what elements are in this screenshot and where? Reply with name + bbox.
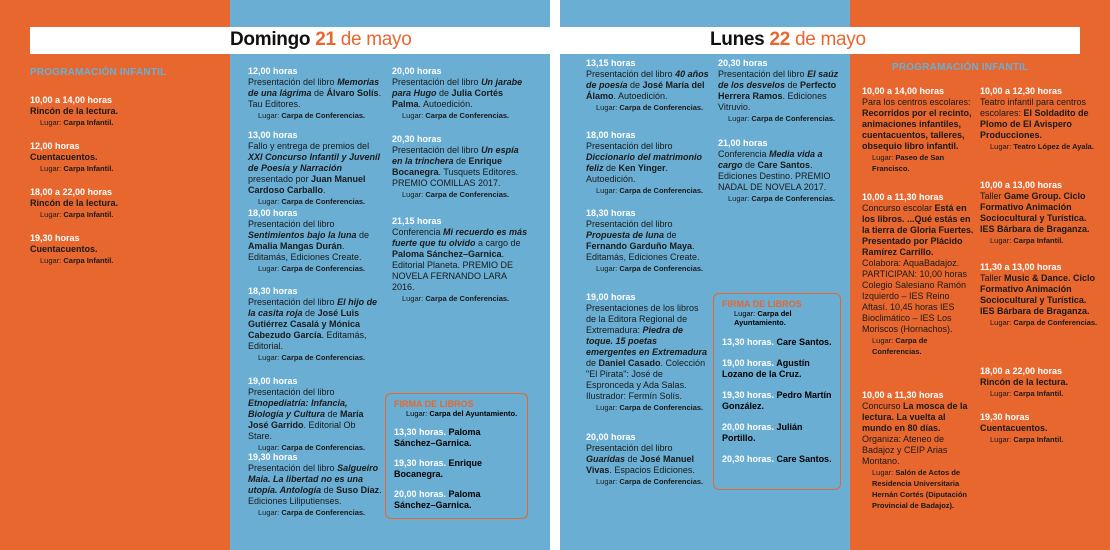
- location-name: Carpa de Conferencias.: [619, 403, 704, 412]
- event-time: 20,00 horas: [392, 66, 442, 76]
- event-description: [980, 423, 1102, 434]
- event-work-title: Salgueiro Maia. La libertad no es una utopía. Antología: [248, 463, 379, 495]
- location-name: Carpa Infantil.: [63, 210, 114, 219]
- firma-row: [394, 427, 519, 449]
- firma-row: [394, 489, 519, 511]
- section-heading-infantil-lunes: PROGRAMACIÓN INFANTIL: [892, 62, 1029, 73]
- event-location: Lugar: Carpa de Conferencias.: [402, 294, 510, 303]
- event-location: Lugar: Carpa de Conferencias.: [728, 194, 836, 203]
- location-name: Salón de Actos de Residencia Universitaria Hernán Cortés (Diputación Provincial de Badajoz).: [872, 468, 968, 510]
- event-description: Presentación del libro Guaridas de José Manuel Vivas. Espacios Ediciones.: [586, 443, 695, 475]
- event-item: [980, 262, 1102, 328]
- location-name: Carpa del Ayuntamiento.: [429, 409, 518, 418]
- event-item: [30, 95, 220, 128]
- event-time: 18,00 a 22,00 horas: [980, 366, 1063, 376]
- event-title: Game Group. Ciclo Formativo Animación Sociocultural y Turística. IES Bárbara de Braganza.: [980, 191, 1090, 234]
- event-item: [248, 208, 382, 274]
- event-time: 10,00 a 11,30 horas: [862, 192, 944, 202]
- event-location: Lugar: Carpa de Conferencias.: [258, 508, 366, 517]
- event-title: Rincón de la lectura.: [30, 198, 119, 208]
- event-description: Presentación del libro Un jarabe para Hugo de Julia Cortés Palma. Autoedición.: [392, 77, 523, 109]
- event-description: Presentación del libro Memorias de una lágrima de Álvaro Solís. Tau Editores.: [248, 77, 382, 109]
- firma-author: Agustín Lozano de la Cruz.: [722, 358, 810, 379]
- firma-time: 20,00 horas.: [722, 422, 777, 432]
- event-location: Lugar: Carpa Infantil.: [990, 389, 1064, 398]
- firma-author: Enrique Bocanegra.: [394, 458, 483, 479]
- event-location: Lugar: Carpa Infantil.: [40, 256, 114, 265]
- event-work-title: Etnopediatría: Infancia, Biología y Cultura: [248, 398, 348, 419]
- event-description: Para los centros escolares: Recorridos por el recinto, animaciones infantiles, cuentacuentos, talleres, obsequio libro infantil.: [862, 97, 972, 151]
- event-location: Lugar: Carpa Infantil.: [40, 210, 114, 219]
- firma-time: 19,30 horas.: [722, 390, 777, 400]
- location-name: Carpa de Conferencias.: [281, 264, 366, 273]
- location-name: Teatro López de Ayala.: [1013, 142, 1094, 151]
- event-extra: Colabora: AquaBadajoz. PARTICIPAN: 10,00 horas Colegio Salesiano Ramón Izquierdo – IES Reino Aftasí. 10,45 horas IES Bioclimático – IES Los Moriscos (Hornachos).: [862, 258, 968, 334]
- col-infantil-domingo: [0, 0, 230, 550]
- event-time: 13,15 horas: [586, 58, 636, 68]
- firma-row: [394, 458, 519, 480]
- firma-time: 20,30 horas.: [722, 454, 777, 464]
- firma-row: [722, 390, 832, 412]
- event-item: [586, 292, 710, 413]
- event-author: Julia Cortés Palma: [392, 88, 504, 109]
- firma-box: [385, 393, 528, 519]
- event-work-title: XXI Concurso Infantil y Juvenil de Poesía y Narración: [248, 152, 381, 173]
- event-author: Ken Yinger: [618, 163, 666, 173]
- event-description: Fallo y entrega de premios del XXI Concurso Infantil y Juvenil de Poesía y Narración presentado por Juan Manuel Cardoso Carballo.: [248, 141, 381, 195]
- event-time: 18,00 horas: [586, 130, 636, 140]
- day-title-domingo: Domingo 21 de mayo: [230, 29, 412, 50]
- location-name: Carpa de Conferencias.: [281, 443, 366, 452]
- event-title: Recorridos por el recinto, animaciones infantiles, cuentacuentos, talleres, obsequio libro infantil.: [862, 108, 972, 151]
- event-description: Taller Music & Dance. Ciclo Formativo Animación Sociocultural y Turística. IES Bárbara de Braganza.: [980, 273, 1096, 316]
- event-work-title: Sentimientos bajo la luna: [248, 230, 357, 240]
- location-name: Paseo de San Francisco.: [872, 153, 945, 173]
- location-name: Carpa de Conferencias.: [425, 190, 510, 199]
- event-location: Lugar: Carpa de Conferencias.: [596, 477, 704, 486]
- event-time: 20,00 horas: [586, 432, 636, 442]
- firma-author: Julián Portillo.: [722, 422, 803, 443]
- event-time: 21,15 horas: [392, 216, 442, 226]
- location-name: Carpa de Conferencias.: [281, 197, 366, 206]
- event-item: [586, 208, 710, 274]
- event-time: 10,00 a 11,30 horas: [862, 390, 944, 400]
- firma-row: [722, 454, 832, 465]
- firma-author: Paloma Sánchez–Garnica.: [394, 489, 481, 510]
- event-location: Lugar: Carpa de Conferencias.: [258, 111, 366, 120]
- location-name: Carpa de Conferencias.: [425, 294, 510, 303]
- event-description: Presentación del libro 40 años de poesía de José María del Álamo. Autoedición.: [586, 69, 709, 101]
- event-time: 18,30 horas: [586, 208, 636, 218]
- fold-gap: [550, 0, 560, 550]
- event-item: [248, 452, 382, 518]
- event-description: Conferencia Media vida a cargo de Care Santos. Ediciones Destino. PREMIO NADAL DE NOVELA 2017.: [718, 149, 831, 192]
- event-item: [586, 58, 710, 113]
- location-name: Carpa de Conferencias.: [619, 103, 704, 112]
- event-item: [862, 192, 974, 357]
- event-time: 20,30 horas: [392, 134, 442, 144]
- event-item: [248, 66, 382, 121]
- event-location: Lugar: Carpa de Conferencias.: [872, 336, 928, 356]
- location-name: Carpa de Conferencias.: [872, 336, 928, 356]
- event-item: [30, 233, 220, 266]
- event-title: Music & Dance. Ciclo Formativo Animación Sociocultural y Turística. IES Bárbara de Braganza.: [980, 273, 1096, 316]
- event-location: Lugar: Carpa de Conferencias.: [596, 403, 704, 412]
- event-description: Presentación del libro El hijo de la casita roja de José Luis Gutiérrez Casalá y Mónica Cabezudo García. Editamás, Editorial.: [248, 297, 378, 351]
- firma-location: Lugar: Carpa del Ayuntamiento.: [734, 309, 792, 327]
- event-description: Presentación del libro Propuesta de luna de Fernando Garduño Maya. Editamás, Ediciones Create.: [586, 219, 700, 262]
- firma-author: Paloma Sánchez–Garnica.: [394, 427, 481, 448]
- event-location: Lugar: Teatro López de Ayala.: [990, 142, 1094, 151]
- firma-row: [722, 337, 832, 348]
- event-title: Cuentacuentos.: [30, 244, 98, 254]
- firma-time: 13,30 horas.: [394, 427, 449, 437]
- section-heading-infantil: PROGRAMACIÓN INFANTIL: [30, 67, 167, 78]
- event-work-title: Media vida a cargo: [718, 149, 823, 170]
- event-time: 13,00 horas: [248, 130, 298, 140]
- event-title: Cuentacuentos.: [30, 152, 98, 162]
- event-author: José María del Álamo: [586, 80, 705, 101]
- event-time: 12,00 horas: [248, 66, 298, 76]
- event-work-title: Memorias de una lágrima: [248, 77, 380, 98]
- event-description: Presentación del libro Sentimientos bajo la luna de Amalia Mangas Durán. Editamás, Ediciones Create.: [248, 219, 370, 262]
- col-infantil-lunes: [850, 0, 1110, 550]
- event-author: Care Santos: [757, 160, 811, 170]
- event-description: Presentaciones de los libros de la Editora Regional de Extremadura: Piedra de toque. 15 poetas emergentes en Extremadura de Daniel Casado. Colección "El Pirata": José de Espronceda y Ada Salas. Ilustrador: Fermín Solís.: [586, 303, 708, 401]
- location-name: Carpa Infantil.: [63, 256, 114, 265]
- event-author: Enrique Bocanegra: [392, 156, 503, 177]
- firma-location: Lugar: Carpa del Ayuntamiento.: [406, 409, 518, 418]
- location-name: Carpa del Ayuntamiento.: [734, 309, 792, 327]
- firma-title: FIRMA DE LIBROS: [722, 299, 802, 309]
- event-item: [862, 390, 974, 511]
- event-time: 18,30 horas: [248, 286, 298, 296]
- event-time: 20,30 horas: [718, 58, 768, 68]
- event-item: [248, 376, 382, 453]
- event-item: [862, 86, 974, 174]
- firma-time: 20,00 horas.: [394, 489, 449, 499]
- event-description: Taller Game Group. Ciclo Formativo Animación Sociocultural y Turística. IES Bárbara de Braganza.: [980, 191, 1090, 234]
- event-item: [980, 412, 1102, 445]
- event-title: Rincón de la lectura.: [980, 377, 1069, 387]
- event-location: Lugar: Carpa de Conferencias.: [402, 111, 510, 120]
- event-work-title: 40 años de poesía: [586, 69, 709, 90]
- location-name: Carpa de Conferencias.: [425, 111, 510, 120]
- event-description: Presentación del libro Un espía en la trinchera de Enrique Bocanegra. Tusquets Editores. PREMIO COMILLAS 2017.: [392, 145, 519, 188]
- firma-time: 19,30 horas.: [394, 458, 449, 468]
- event-description: [980, 377, 1102, 388]
- event-time: 10,00 a 14,00 horas: [862, 86, 945, 96]
- event-author: José Luis Gutiérrez Casalá y Mónica Cabezudo García: [248, 308, 361, 340]
- event-location: Lugar: Carpa Infantil.: [990, 435, 1064, 444]
- location-name: Carpa Infantil.: [63, 164, 114, 173]
- event-description: Conferencia Mi recuerdo es más fuerte que tu olvido a cargo de Paloma Sánchez–Garnica. Editorial Planeta. PREMIO DE NOVELA FERNANDO LARA 2016.: [392, 227, 528, 292]
- col-adultos-lunes: [560, 0, 850, 550]
- event-time: 19,00 horas: [248, 376, 298, 386]
- event-item: [248, 130, 382, 207]
- firma-row: [722, 422, 832, 444]
- event-work-title: Guaridas: [586, 454, 626, 464]
- event-time: 12,00 horas: [30, 141, 80, 151]
- event-author: Álvaro Solís: [326, 88, 379, 98]
- event-location: Lugar: Carpa Infantil.: [990, 236, 1064, 245]
- event-work-title: Un jarabe para Hugo: [392, 77, 523, 98]
- event-time: 18,00 a 22,00 horas: [30, 187, 113, 197]
- event-item: [30, 187, 220, 220]
- location-name: Carpa de Conferencias.: [751, 114, 836, 123]
- event-location: Lugar: Carpa de Conferencias.: [258, 353, 366, 362]
- firma-box: [713, 293, 841, 490]
- event-author: María José Garrido: [248, 409, 364, 430]
- event-time: 19,30 horas: [980, 412, 1030, 422]
- event-item: [980, 366, 1102, 399]
- event-title: Está en los libros. ...Qué estás en la tierra de Gloria Fuertes. Presentado por Plácido Ramírez Carrillo.: [862, 203, 974, 257]
- event-work-title: Propuesta de luna: [586, 230, 665, 240]
- event-title: Rincón de la lectura.: [30, 106, 119, 116]
- event-description: Teatro infantil para centros escolares: El Soldadito de Plomo de El Avispero Producciones.: [980, 97, 1089, 140]
- event-item: [586, 130, 710, 196]
- location-name: Carpa de Conferencias.: [619, 186, 704, 195]
- event-time: 19,00 horas: [586, 292, 636, 302]
- event-author: José Manuel Vivas: [586, 454, 695, 475]
- event-location: Lugar: Carpa de Conferencias.: [402, 190, 510, 199]
- col-adultos-domingo: [230, 0, 550, 550]
- event-description: Presentación del libro Etnopediatría: Infancia, Biología y Cultura de María José Garrido. Editorial Ob Stare.: [248, 387, 364, 441]
- event-location: Lugar: Salón de Actos de Residencia Universitaria Hernán Cortés (Diputación Provincial de Badajoz).: [872, 468, 968, 510]
- event-description: Presentación del libro Salgueiro Maia. La libertad no es una utopía. Antología de Suso Díaz. Ediciones Liliputienses.: [248, 463, 382, 506]
- event-author: Perfecto Herrera Ramos: [718, 80, 837, 101]
- event-time: 10,00 a 14,00 horas: [30, 95, 113, 105]
- location-name: Carpa Infantil.: [1013, 236, 1064, 245]
- event-item: [586, 432, 710, 487]
- event-description: Presentación del libro Diccionario del matrimonio feliz de Ken Yinger. Autoedición.: [586, 141, 703, 184]
- event-title: La mosca de la lectura. La vuelta al mundo en 80 días.: [862, 401, 968, 433]
- event-work-title: El hijo de la casita roja: [248, 297, 378, 318]
- event-title: El Soldadito de Plomo de El Avispero Producciones.: [980, 108, 1089, 140]
- event-title: Cuentacuentos.: [980, 423, 1048, 433]
- location-name: Carpa Infantil.: [1013, 389, 1064, 398]
- event-author: Daniel Casado: [598, 358, 661, 368]
- event-location: Lugar: Carpa de Conferencias.: [596, 103, 704, 112]
- event-time: 10,00 a 12,30 horas: [980, 86, 1063, 96]
- event-location: Lugar: Carpa de Conferencias.: [258, 197, 366, 206]
- event-work-title: Un espía en la trinchera: [392, 145, 519, 166]
- location-name: Carpa Infantil.: [1013, 435, 1064, 444]
- event-item: [30, 141, 220, 174]
- event-time: 19,30 horas: [248, 452, 298, 462]
- event-time: 19,30 horas: [30, 233, 80, 243]
- event-item: [248, 286, 382, 363]
- event-work-title: Diccionario del matrimonio feliz: [586, 152, 703, 173]
- event-item: [392, 66, 530, 121]
- firma-author: Care Santos.: [776, 337, 832, 347]
- event-item: [980, 86, 1102, 152]
- event-item: [392, 216, 530, 304]
- event-author: Fernando Garduño Maya: [586, 241, 693, 251]
- event-location: Lugar: Carpa de Conferencias.: [990, 318, 1098, 327]
- event-item: [718, 58, 842, 124]
- event-author: Suso Díaz: [336, 485, 380, 495]
- event-location: Lugar: Paseo de San Francisco.: [872, 153, 945, 173]
- event-description: Concurso escolar Está en los libros. ...Qué estás en la tierra de Gloria Fuertes. Presentado por Plácido Ramírez Carrillo.: [862, 203, 974, 257]
- event-location: Lugar: Carpa Infantil.: [40, 164, 114, 173]
- event-author: Juan Manuel Cardoso Carballo: [248, 174, 366, 195]
- event-time: 18,00 horas: [248, 208, 298, 218]
- location-name: Carpa de Conferencias.: [619, 477, 704, 486]
- event-description: Presentación del libro El saúz de los desvelos de Perfecto Herrera Ramos. Ediciones Vitruvio.: [718, 69, 839, 112]
- location-name: Carpa de Conferencias.: [281, 111, 366, 120]
- event-item: [718, 138, 842, 204]
- location-name: Carpa de Conferencias.: [281, 508, 366, 517]
- event-author: Amalia Mangas Durán: [248, 241, 343, 251]
- location-name: Carpa Infantil.: [63, 118, 114, 127]
- location-name: Carpa de Conferencias.: [751, 194, 836, 203]
- firma-author: Care Santos.: [776, 454, 832, 464]
- event-time: 10,00 a 13,00 horas: [980, 180, 1063, 190]
- event-location: Lugar: Carpa de Conferencias.: [728, 114, 836, 123]
- event-item: [980, 180, 1102, 246]
- location-name: Carpa de Conferencias.: [281, 353, 366, 362]
- event-description: Concurso La mosca de la lectura. La vuelta al mundo en 80 días.: [862, 401, 968, 433]
- day-title-lunes: Lunes 22 de mayo: [710, 29, 866, 50]
- firma-time: 13,30 horas.: [722, 337, 777, 347]
- event-work-title: Piedra de toque. 15 poetas emergentes en Extremadura: [586, 325, 708, 357]
- event-time: 21,00 horas: [718, 138, 768, 148]
- event-author: Paloma Sánchez–Garnica: [392, 249, 502, 259]
- event-time: 11,30 a 13,00 horas: [980, 262, 1062, 272]
- firma-time: 19,00 horas.: [722, 358, 777, 368]
- location-name: Carpa de Conferencias.: [1013, 318, 1098, 327]
- event-work-title: El saúz de los desvelos: [718, 69, 839, 90]
- event-location: Lugar: Carpa de Conferencias.: [258, 443, 366, 452]
- firma-row: [722, 358, 832, 380]
- event-location: Lugar: Carpa de Conferencias.: [596, 264, 704, 273]
- event-location: Lugar: Carpa de Conferencias.: [258, 264, 366, 273]
- event-item: [392, 134, 530, 200]
- event-work-title: Mi recuerdo es más fuerte que tu olvido: [392, 227, 528, 248]
- location-name: Carpa de Conferencias.: [619, 264, 704, 273]
- event-extra: Organiza: Ateneo de Badajoz y CEIP Arias Montano.: [862, 434, 948, 466]
- event-location: Lugar: Carpa Infantil.: [40, 118, 114, 127]
- firma-title: FIRMA DE LIBROS: [394, 399, 474, 409]
- firma-author: Pedro Martín González.: [722, 390, 832, 411]
- event-location: Lugar: Carpa de Conferencias.: [596, 186, 704, 195]
